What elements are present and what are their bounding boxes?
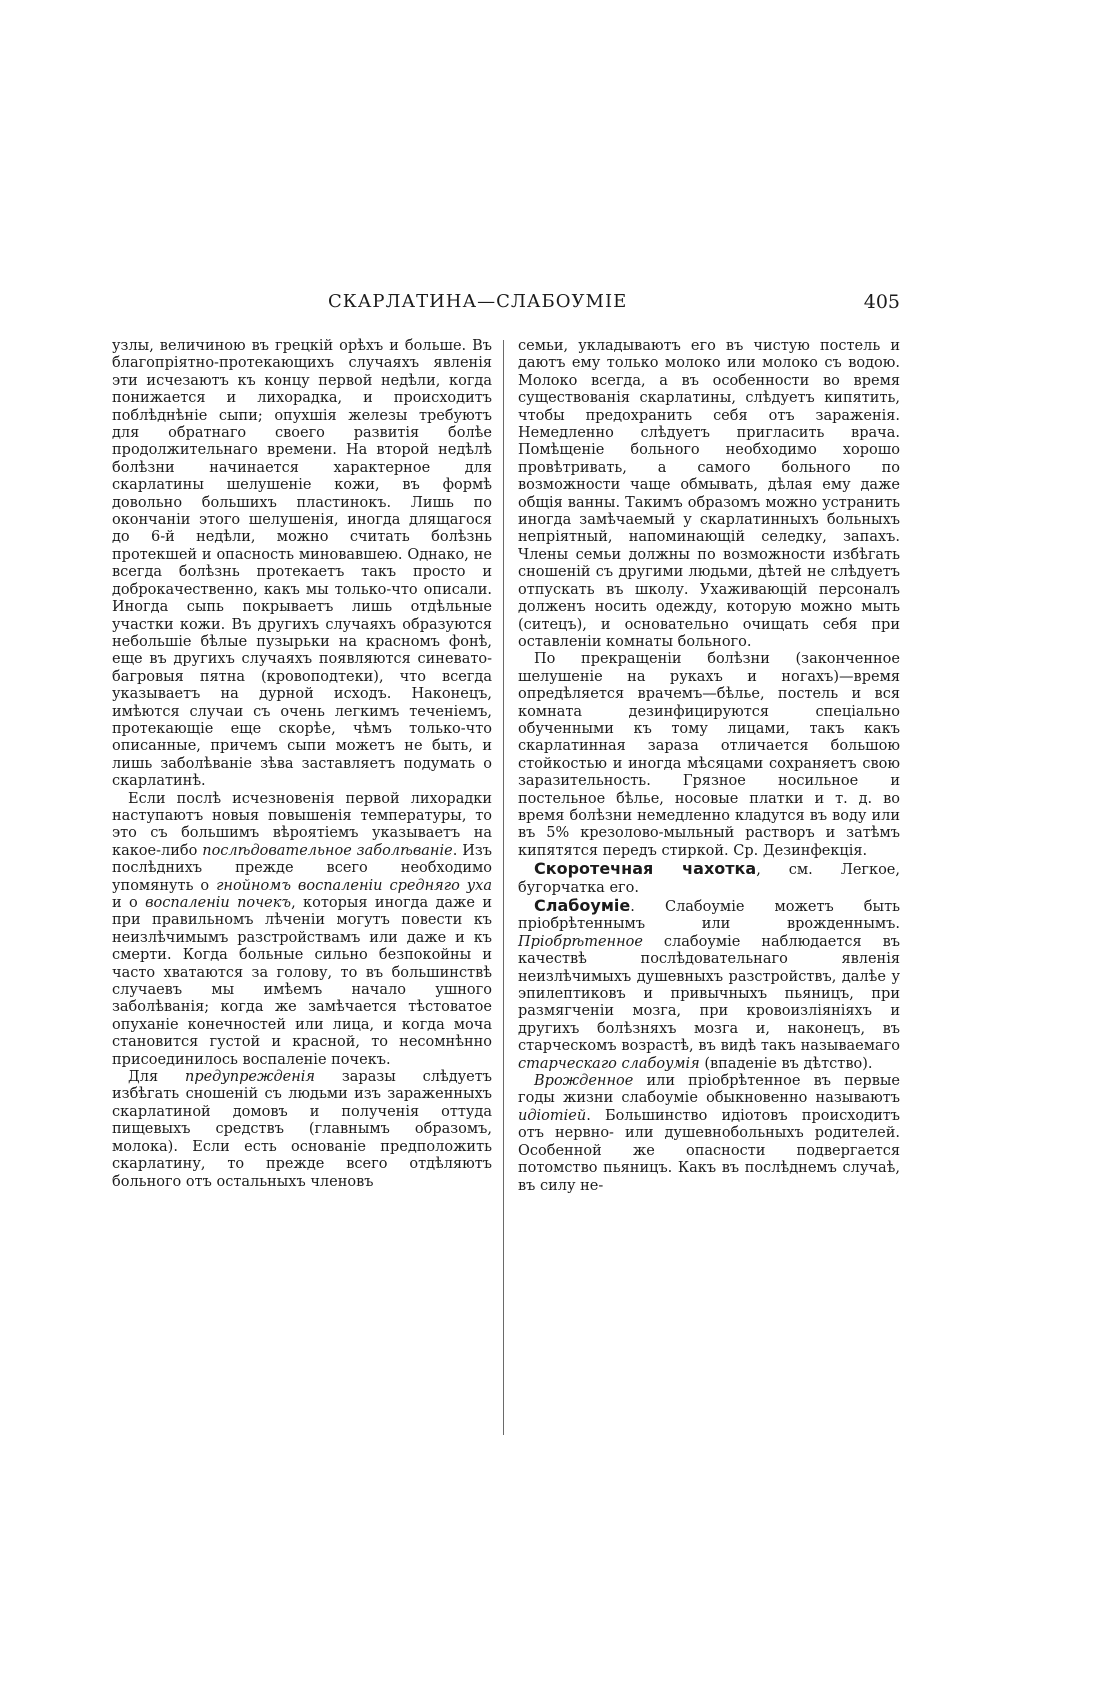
paragraph	[518, 1073, 900, 1195]
italic-term: послѣдовательное заболѣваніе	[202, 842, 453, 859]
entry-headword: Слабоуміе	[534, 896, 631, 915]
running-head: СКАРЛАТИНА—СЛАБОУМІЕ	[328, 291, 628, 312]
italic-term: предупрежденія	[184, 1069, 316, 1086]
italic-term: идіотіей	[518, 1107, 587, 1124]
text-run: слабоуміе наблюдается въ качествѣ послѣдовательнаго явленія неизлѣчимыхъ душевныхъ разстройствъ, далѣе у эпилептиковъ и привычныхъ пьяницъ, при размягченіи мозга, при кровоизліяніяхъ и другихъ болѣзняхъ мозга и, наконецъ, въ старческомъ возрастѣ, въ видѣ такъ называемаго	[518, 933, 900, 1055]
italic-term: воспаленіи почекъ	[145, 895, 292, 911]
text-run: или пріобрѣтенное въ первые годы жизни слабоуміе обыкновенно называютъ	[518, 1073, 900, 1107]
text-run: . Большинство идіотовъ происходитъ отъ нервно- или душевнобольныхъ родителей. Особенной же опасности подвергается потомство пьяницъ. Какъ въ послѣднемъ случаѣ, въ силу не-	[518, 1107, 900, 1194]
left-column	[112, 338, 492, 1191]
page-number: 405	[863, 291, 900, 313]
italic-term: старческаго слабоумія	[518, 1055, 700, 1072]
italic-term: Врожденное	[534, 1073, 634, 1090]
right-column	[518, 338, 900, 1195]
text-run: Для	[128, 1069, 185, 1086]
text-run: (впаденіе въ дѣтство).	[699, 1055, 873, 1072]
text-run: . Изъ послѣднихъ прежде всего необходимо упомянуть о	[112, 842, 492, 894]
dictionary-entry	[518, 860, 900, 897]
paragraph	[112, 1069, 492, 1191]
paragraph	[112, 791, 492, 1070]
text-run: Если послѣ исчезновенія первой лихорадки наступаютъ новыя повышенія температуры, то это съ большимъ вѣроятіемъ указываетъ на какое-либо	[112, 790, 492, 859]
text-run: , см. Легкое, бугорчатка его.	[518, 862, 900, 896]
italic-term: гнойномъ воспаленіи средняго уха	[216, 877, 492, 894]
italic-term: Пріобрѣтенное	[518, 933, 643, 950]
paragraph: узлы, величиною въ грецкій орѣхъ и больше. Въ благопріятно-протекающихъ случаяхъ явленія эти исчезаютъ къ концу первой недѣли, когда понижается и лихорадка, и происходитъ поблѣднѣніе сыпи; опухшія железы требуютъ для обратнаго своего развитія болѣе продолжительнаго времени. На второй недѣлѣ болѣзни начинается характерное для скарлатины шелушеніе кожи, въ формѣ довольно большихъ пластинокъ. Лишь по окончаніи этого шелушенія, иногда длящагося до 6-й недѣли, можно считать болѣзнь протекшей и опасность миновавшею. Однако, не всегда болѣзнь протекаетъ такъ просто и доброкачественно, какъ мы только-что описали. Иногда сыпь покрываетъ лишь отдѣльные участки кожи. Въ другихъ случаяхъ образуются небольшіе бѣлые пузырьки на красномъ фонѣ, еще въ другихъ случаяхъ появляются синевато-багровыя пятна (кровоподтеки), что всегда указываетъ на дурной исходъ. Наконецъ, имѣются случаи съ очень легкимъ теченіемъ, протекающіе еще скорѣе, чѣмъ только-что описанные, причемъ сыпи можетъ не быть, и лишь заболѣваніе зѣва заставляетъ подумать о скарлатинѣ.	[112, 338, 492, 790]
text-run: . Слабоуміе можетъ быть пріобрѣтеннымъ или врожденнымъ.	[518, 899, 900, 933]
entry-headword: Скоротечная чахотка	[534, 859, 757, 879]
dictionary-entry	[518, 897, 900, 1073]
text-run: заразы слѣдуетъ избѣгать сношеній съ людьми изъ зараженныхъ скарлатиной домовъ и полученія оттуда пищевыхъ средствъ (главнымъ образомъ, молока). Если есть основаніе предположить скарлатину, то прежде всего отдѣляютъ больного отъ остальныхъ членовъ	[112, 1069, 492, 1190]
text-run: и о	[112, 895, 146, 911]
text-run: , которыя иногда даже и при правильномъ лѣченіи могутъ повести къ неизлѣчимымъ разстройствамъ или даже и къ смерти. Когда больные сильно безпокойны и часто хватаются за голову, то въ большинствѣ случаевъ мы имѣемъ начало ушного заболѣванія; когда же замѣчается тѣстоватое опуханіе конечностей или лица, и когда моча становится густой и красной, то несомнѣнно присоединилось воспаленіе почекъ.	[112, 895, 492, 1068]
column-divider	[503, 340, 504, 1435]
page-header	[120, 291, 900, 321]
paragraph: По прекращеніи болѣзни (законченное шелушеніе на рукахъ и ногахъ)—время опредѣляется врачемъ—бѣлье, постель и вся комната дезинфицируются спеціально обученными къ тому лицами, такъ какъ скарлатинная зараза отличается большою стойкостью и иногда мѣсяцами сохраняетъ свою заразительность. Грязное носильное и постельное бѣлье, носовые платки и т. д. во время болѣзни немедленно кладутся въ воду или въ 5% крезолово-мыльный растворъ и затѣмъ кипятятся передъ стиркой. Ср. Дезинфекція.	[518, 651, 900, 859]
paragraph: семьи, укладываютъ его въ чистую постель и даютъ ему только молоко или молоко съ водою. Молоко всегда, а въ особенности во время существованія скарлатины, слѣдуетъ кипятить, чтобы предохранить себя отъ зараженія. Немедленно слѣдуетъ пригласить врача. Помѣщеніе больного необходимо хорошо провѣтривать, а самого больного по возможности чаще обмывать, дѣлая ему даже общія ванны. Такимъ образомъ можно устранить иногда замѣчаемый у скарлатинныхъ больныхъ непріятный, напоминающій селедку, запахъ. Члены семьи должны по возможности избѣгать сношеній съ другими людьми, дѣтей не слѣдуетъ отпускать въ школу. Ухаживающій персоналъ долженъ носить одежду, которую можно мыть (ситецъ), и основательно очищать себя при оставленіи комнаты больного.	[518, 338, 900, 650]
